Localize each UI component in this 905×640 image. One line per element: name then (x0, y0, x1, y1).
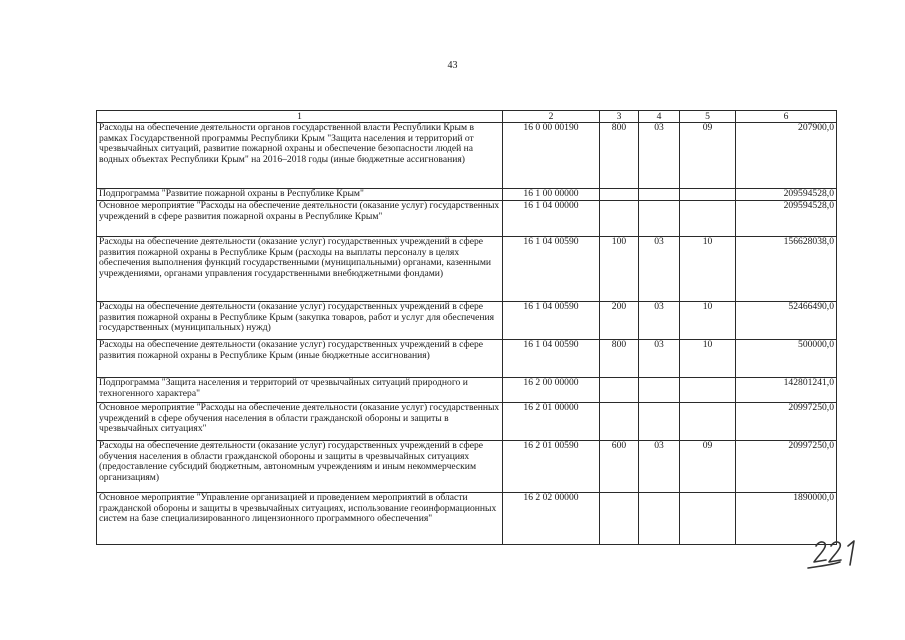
row-name: Расходы на обеспечение деятельности (оказание услуг) государственных учреждений в сфере развития пожарной охраны в Республике Крым (закупка товаров, работ и услуг для обеспечения государственных (муниципальных) нужд) (97, 302, 503, 340)
table-row (97, 340, 837, 378)
row-amount: 209594528,0 (736, 201, 837, 237)
row-amount: 209594528,0 (736, 189, 837, 201)
row-name: Расходы на обеспечение деятельности (оказание услуг) государственных учреждений в сфере обучения населения в области гражданской обороны и защиты в чрезвычайных ситуациях (предоставление субсидий бюджетным, автономным учреждениям и иным некоммерческим организациям) (97, 441, 503, 493)
row-amount: 500000,0 (736, 340, 837, 378)
row-expense-type (600, 201, 639, 237)
row-subsection: 10 (680, 237, 736, 302)
column-header: 4 (639, 111, 680, 123)
column-header: 1 (97, 111, 503, 123)
row-amount: 20997250,0 (736, 403, 837, 441)
row-name: Основное мероприятие "Расходы на обеспечение деятельности (оказание услуг) государственных учреждений в сфере обучения населения в области гражданской обороны и защиты в чрезвычайных ситуациях" (97, 403, 503, 441)
row-amount: 207900,0 (736, 123, 837, 189)
table-row (97, 237, 837, 302)
row-expense-type (600, 403, 639, 441)
row-expense-type (600, 189, 639, 201)
row-name: Подпрограмма "Защита населения и территорий от чрезвычайных ситуаций природного и техногенного характера" (97, 378, 503, 403)
row-target-article: 16 0 00 00190 (503, 123, 600, 189)
row-subsection (680, 493, 736, 545)
row-section: 03 (639, 441, 680, 493)
handwritten-number-icon (806, 538, 866, 572)
row-expense-type: 100 (600, 237, 639, 302)
row-target-article: 16 2 02 00000 (503, 493, 600, 545)
row-subsection (680, 378, 736, 403)
row-target-article: 16 1 00 00000 (503, 189, 600, 201)
table-row (97, 378, 837, 403)
row-target-article: 16 1 04 00000 (503, 201, 600, 237)
budget-table (96, 110, 837, 545)
row-section (639, 403, 680, 441)
header-row (97, 111, 837, 123)
table-row (97, 403, 837, 441)
row-expense-type: 200 (600, 302, 639, 340)
row-section (639, 378, 680, 403)
row-subsection (680, 201, 736, 237)
row-amount: 20997250,0 (736, 441, 837, 493)
handwritten-mark (806, 538, 866, 577)
row-section: 03 (639, 340, 680, 378)
column-header: 2 (503, 111, 600, 123)
row-name: Расходы на обеспечение деятельности (оказание услуг) государственных учреждений в сфере развития пожарной охраны в Республике Крым (иные бюджетные ассигнования) (97, 340, 503, 378)
row-expense-type (600, 493, 639, 545)
table-row (97, 441, 837, 493)
row-subsection: 09 (680, 441, 736, 493)
row-amount: 52466490,0 (736, 302, 837, 340)
row-target-article: 16 1 04 00590 (503, 340, 600, 378)
row-subsection (680, 189, 736, 201)
row-section (639, 189, 680, 201)
row-amount: 1890000,0 (736, 493, 837, 545)
row-amount: 142801241,0 (736, 378, 837, 403)
row-amount: 156628038,0 (736, 237, 837, 302)
row-name: Основное мероприятие "Управление организацией и проведением мероприятий в области гражданской обороны и защиты в чрезвычайных ситуациях, использование геоинформационных систем на базе специализированного лицензионного программного обеспечения" (97, 493, 503, 545)
row-subsection: 10 (680, 302, 736, 340)
row-target-article: 16 2 01 00000 (503, 403, 600, 441)
row-name: Основное мероприятие "Расходы на обеспечение деятельности (оказание услуг) государственных учреждений в сфере развития пожарной охраны в Республике Крым" (97, 201, 503, 237)
column-header: 6 (736, 111, 837, 123)
row-target-article: 16 2 01 00590 (503, 441, 600, 493)
column-header: 3 (600, 111, 639, 123)
table-body (97, 123, 837, 545)
row-target-article: 16 2 00 00000 (503, 378, 600, 403)
row-expense-type: 600 (600, 441, 639, 493)
row-subsection (680, 403, 736, 441)
row-section: 03 (639, 237, 680, 302)
row-target-article: 16 1 04 00590 (503, 237, 600, 302)
page-number: 43 (447, 60, 458, 71)
table-row (97, 123, 837, 189)
row-section: 03 (639, 302, 680, 340)
table-row (97, 201, 837, 237)
row-name: Расходы на обеспечение деятельности (оказание услуг) государственных учреждений в сфере развития пожарной охраны в Республике Крым (расходы на выплаты персоналу в целях обеспечения выполнения функций государственными (муниципальными) органами, казенными учреждениями, органами управления государственными внебюджетными фондами) (97, 237, 503, 302)
column-header: 5 (680, 111, 736, 123)
row-section: 03 (639, 123, 680, 189)
row-section (639, 201, 680, 237)
row-name: Подпрограмма "Развитие пожарной охраны в Республике Крым" (97, 189, 503, 201)
row-expense-type: 800 (600, 340, 639, 378)
row-target-article: 16 1 04 00590 (503, 302, 600, 340)
row-subsection: 09 (680, 123, 736, 189)
row-section (639, 493, 680, 545)
table-row (97, 302, 837, 340)
table-row (97, 189, 837, 201)
row-expense-type (600, 378, 639, 403)
table-row (97, 493, 837, 545)
row-expense-type: 800 (600, 123, 639, 189)
row-subsection: 10 (680, 340, 736, 378)
row-name: Расходы на обеспечение деятельности органов государственной власти Республики Крым в рамках Государственной программы Республики Крым "Защита населения и территорий от чрезвычайных ситуаций, развитие пожарной охраны и обеспечение безопасности людей на водных объектах Республики Крым" на 2016–2018 годы (иные бюджетные ассигнования) (97, 123, 503, 189)
